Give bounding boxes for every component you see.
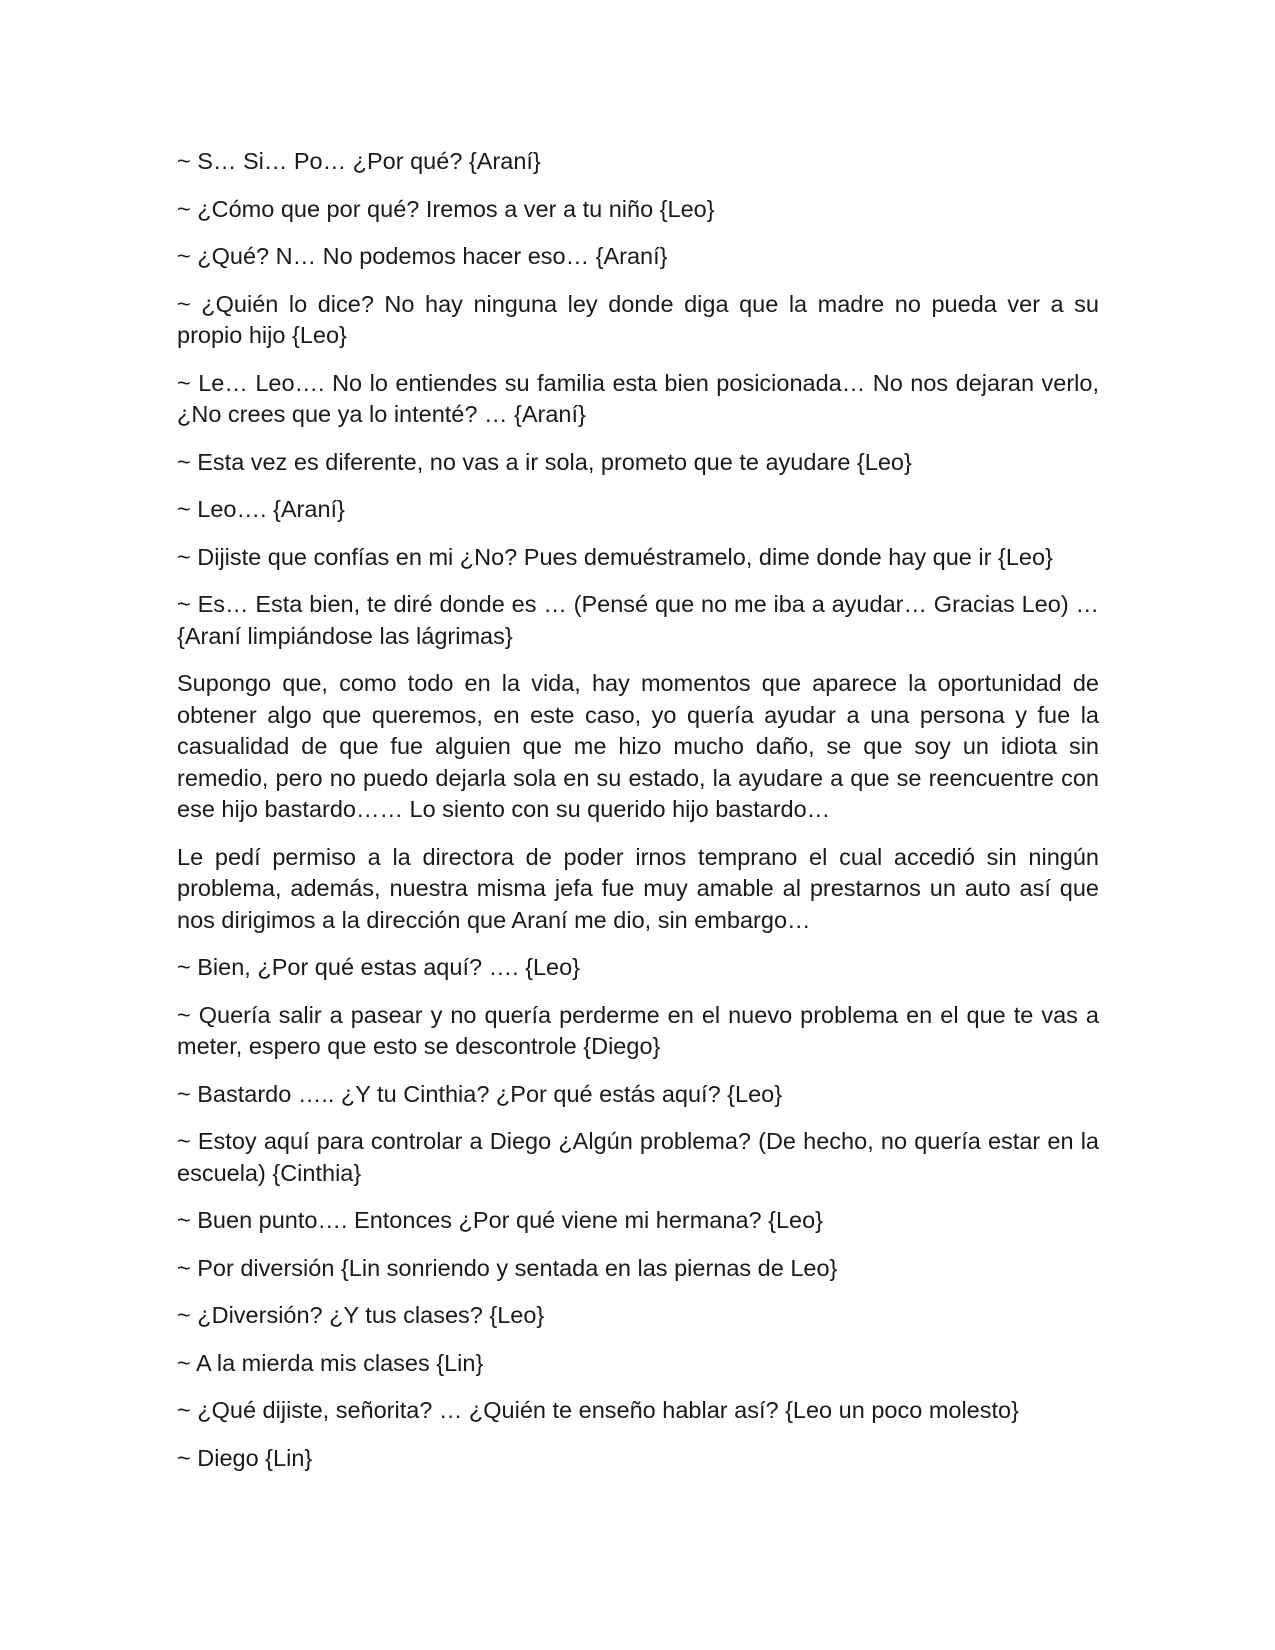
dialogue-line: ~ Bien, ¿Por qué estas aquí? …. {Leo} [177, 954, 581, 980]
dialogue-line: ~ A la mierda mis clases {Lin} [177, 1349, 484, 1376]
dialogue-line: ~ Quería salir a pasear y no quería perderme en el nuevo problema en el que te vas a meter, espero que esto se descontrole {Diego} [177, 1001, 1099, 1059]
dialogue-line: ~ Estoy aquí para controlar a Diego ¿Algún problema? (De hecho, no quería estar en la escuela) {Cinthia} [177, 1128, 1099, 1186]
dialogue-line: ~ ¿Qué? N… No podemos hacer eso… {Araní} [177, 243, 668, 269]
dialogue-line: ~ ¿Diversión? ¿Y tus clases? {Leo} [177, 1302, 545, 1328]
dialogue-line: ~ Diego {Lin} [177, 1444, 313, 1471]
dialogue-line: ~ Leo…. {Araní} [177, 496, 345, 522]
dialogue-line: ~ Bastardo ….. ¿Y tu Cinthia? ¿Por qué estás aquí? {Leo} [177, 1080, 783, 1107]
dialogue-line: ~ Por diversión {Lin sonriendo y sentada en las piernas de Leo} [177, 1254, 838, 1281]
narrative-paragraph: Le pedí permiso a la directora de poder irnos temprano el cual accedió sin ningún problema, además, nuestra misma jefa fue muy amable al prestarnos un auto así que nos dirigimos a la dirección que Araní me dio, sin embargo… [177, 843, 1099, 933]
dialogue-line: ~ Buen punto…. Entonces ¿Por qué viene mi hermana? {Leo} [177, 1207, 824, 1233]
dialogue-line: ~ Esta vez es diferente, no vas a ir sola, prometo que te ayudare {Leo} [177, 448, 912, 475]
dialogue-line: ~ ¿Qué dijiste, señorita? … ¿Quién te enseño hablar así? {Leo un poco molesto} [177, 1397, 1019, 1423]
dialogue-line: ~ S… Si… Po… ¿Por qué? {Araní} [177, 148, 541, 174]
dialogue-line: ~ ¿Quién lo dice? No hay ninguna ley donde diga que la madre no pueda ver a su propio hijo {Leo} [177, 290, 1099, 348]
dialogue-line: ~ Es… Esta bien, te diré donde es … (Pensé que no me iba a ayudar… Gracias Leo) … {Araní limpiándose las lágrimas} [177, 591, 1099, 649]
dialogue-line: ~ ¿Cómo que por qué? Iremos a ver a tu niño {Leo} [177, 195, 715, 222]
dialogue-line: ~ Le… Leo…. No lo entiendes su familia esta bien posicionada… No nos dejaran verlo, ¿No crees que ya lo intenté? … {Araní} [177, 369, 1099, 427]
narrative-paragraph: Supongo que, como todo en la vida, hay momentos que aparece la oportunidad de obtener algo que queremos, en este caso, yo quería ayudar a una persona y fue la casualidad de que fue alguien que me hizo mucho daño, se que soy un idiota sin remedio, pero no puedo dejarla sola en su estado, la ayudare a que se reencuentre con ese hijo bastardo…… Lo siento con su querido hijo bastardo… [177, 670, 1099, 822]
document-body [177, 146, 1099, 1490]
dialogue-line: ~ Dijiste que confías en mi ¿No? Pues demuéstramelo, dime donde hay que ir {Leo} [177, 543, 1053, 570]
